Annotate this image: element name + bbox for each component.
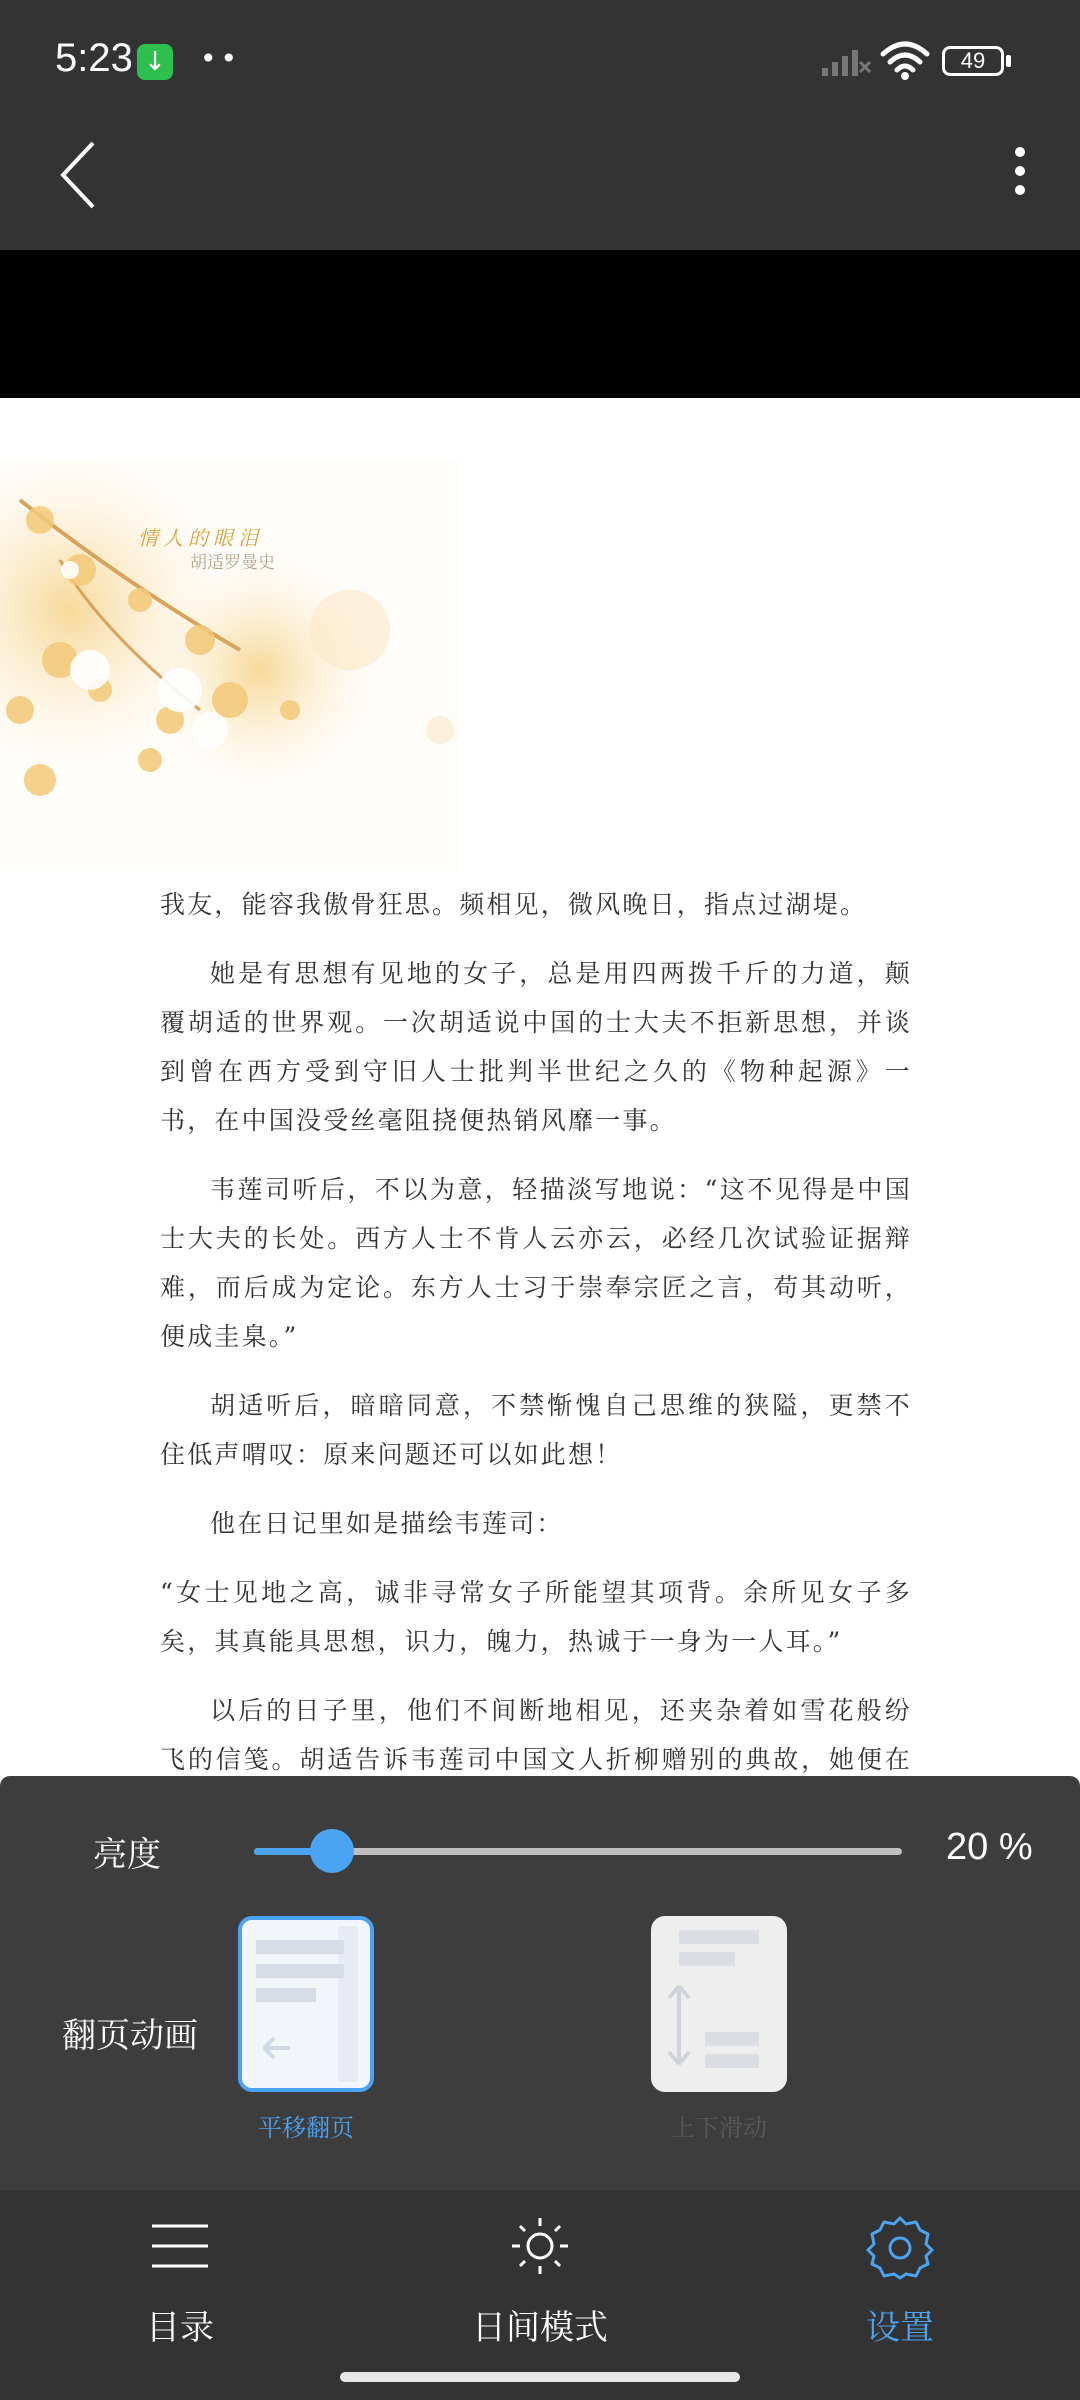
status-time: 5:23 [55,36,133,80]
page-slide-icon [242,1920,370,2088]
nav-day-mode[interactable] [420,2216,660,2346]
app-bar [0,120,1080,250]
paragraph: 胡适听后，暗暗同意，不禁惭愧自己思维的狭隘，更禁不住低声喟叹：原来问题还可以如此想！ [160,1391,912,1469]
nav-toc-label: 目录 [146,2308,214,2348]
nav-toc[interactable] [60,2216,300,2346]
brightness-label: 亮度 [93,1835,161,1875]
paragraph: 他在日记里如是描绘韦莲司： [210,1509,564,1538]
signal-icon [820,44,872,78]
nav-day-mode-label: 日间模式 [472,2308,608,2348]
nav-settings-label: 设置 [866,2308,934,2348]
battery-tip [1006,55,1011,67]
ad-banner-area [0,250,1080,398]
status-bar [0,0,1080,120]
sun-icon [506,2216,574,2276]
illustration-title: 情人的眼泪 [138,526,263,550]
download-icon: ↓ [137,44,173,80]
wifi-icon [880,40,930,80]
back-icon[interactable] [45,135,115,215]
brightness-value: 20 % [946,1826,1033,1868]
chapter-content [160,880,912,1853]
page-scroll-icon [655,1920,783,2088]
anim-horizontal-label[interactable]: 平移翻页 [258,2114,354,2142]
paragraph: 韦莲司听后，不以为意，轻描淡写地说：“这不见得是中国士大夫的长处。西方人士不肯人云亦云，必经几次试验证据辩难，而后成为定论。东方人士习于崇奉宗匠之言，苟其动听，便成圭臬。” [160,1175,912,1351]
anim-vertical-option[interactable] [651,1916,787,2092]
paragraph: 我友，能容我傲骨狂思。频相见，微风晚日，指点过湖堤。 [160,890,868,919]
settings-panel [0,1776,1080,2190]
gear-icon [866,2216,934,2280]
paragraph: 以后的日子里，他们不间断地相见，还夹杂着如雪花般纷飞的信笺。胡适告诉韦莲司中国文人折柳赠别的典故，她便在 [160,1696,912,1774]
anim-vertical-label[interactable]: 上下滑动 [671,2114,767,2142]
more-options-icon[interactable] [990,140,1050,210]
menu-list-icon [146,2216,214,2276]
home-indicator[interactable] [340,2372,740,2382]
battery-icon: 49 [942,46,1004,76]
anim-horizontal-option[interactable] [238,1916,374,2092]
brightness-slider-thumb[interactable] [310,1829,354,1873]
nav-settings[interactable] [780,2216,1020,2346]
illustration-subtitle: 胡适罗曼史 [190,553,275,573]
quote-paragraph: “女士见地之高，诚非寻常女子所能望其项背。余所见女子多矣，其真能具思想，识力，魄力，热诚于一身为一人耳。” [160,1578,912,1656]
more-notifications-icon: •• [200,42,242,75]
page-animation-label: 翻页动画 [62,2016,198,2056]
paragraph: 她是有思想有见地的女子，总是用四两拨千斤的力道，颠覆胡适的世界观。一次胡适说中国的士大夫不拒新思想，并谈到曾在西方受到守旧人士批判半世纪之久的《物种起源》一书，在中国没受丝毫阻挠便热销风靡一事。 [160,959,912,1135]
